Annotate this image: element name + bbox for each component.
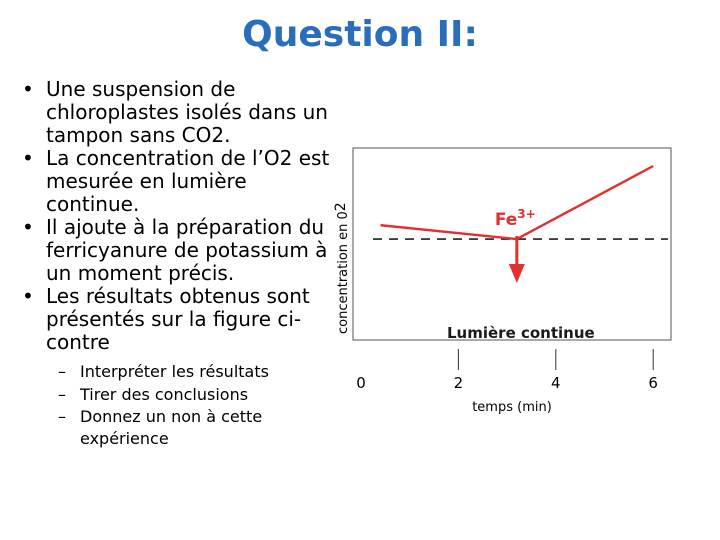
bullet-resultats: • Les résultats obtenus sont présentés sur la figure ci-contre	[18, 285, 336, 354]
x-tick-label: 0	[356, 374, 366, 392]
x-tick-label: 2	[453, 374, 464, 392]
task-nom: – Donnez un non à cette expérience	[58, 406, 336, 450]
light-label: Lumière continue	[447, 324, 595, 342]
x-tick-label: 4	[551, 374, 561, 392]
arrow-down-icon	[509, 264, 525, 283]
y-axis-label: concentration en 02	[333, 202, 351, 334]
bullet-suspension: • Une suspension de chloroplastes isolés dans un tampon sans CO2.	[18, 78, 336, 147]
bullet-concentration: • La concentration de l’O2 est mesurée en lumière continue.	[18, 147, 336, 216]
fe3-label: $Fe^{3+}$	[494, 207, 536, 230]
chart-frame	[353, 148, 671, 340]
bullet-ferricyanure: • Il ajoute à la préparation du ferricyanure de potassium à un moment précis.	[18, 216, 336, 285]
x-tick-label: 6	[648, 374, 658, 392]
page-title: Question II:	[242, 14, 478, 55]
x-axis-ticks	[356, 349, 658, 392]
task-conclusions: – Tirer des conclusions	[58, 383, 336, 406]
task-interpreter: – Interpréter les résultats	[58, 360, 336, 383]
x-axis-label: temps (min)	[472, 400, 552, 415]
